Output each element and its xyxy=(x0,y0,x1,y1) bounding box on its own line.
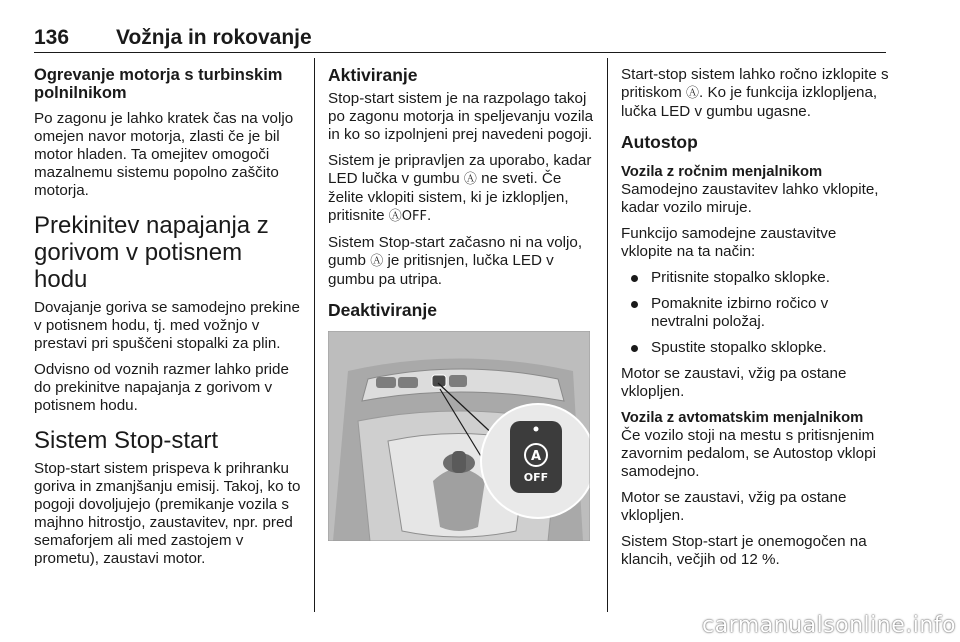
paragraph-fuel-2: Odvisno od voznih razmer lahko pride do prekinitve napajanja z gorivom v potisnem hodu. xyxy=(34,361,289,414)
subheading-automatic-transmission: Vozila z avtomatskim menjalnikom xyxy=(621,410,864,426)
heading-fuel-cutoff: Prekinitev napajanja z gorivom v potisnem hodu xyxy=(34,212,269,293)
list-item: Pritisnite stopalko sklopke. xyxy=(621,269,889,287)
column-divider xyxy=(314,58,315,612)
stop-start-icon: Ⓐ xyxy=(685,86,699,101)
paragraph-manual-off: Start-stop sistem lahko ročno izklopite s pritiskom Ⓐ. Ko je funkcija izklopljena, lučka LED v gumbu ugasne. xyxy=(621,66,889,120)
paragraph-turbo: Po zagonu je lahko kratek čas na voljo omejen navor motorja, zlasti če je bil motor hladen. Ta omejitev omogoči mazalnemu sistemu popolno zaščito motorja. xyxy=(34,110,294,199)
watermark: carmanualsonline.info xyxy=(702,613,956,638)
column-divider xyxy=(607,58,608,612)
stop-start-off-icon: ⒶOFF xyxy=(388,209,427,224)
button-off-label: OFF xyxy=(523,471,549,484)
column-right xyxy=(621,66,889,577)
list-item: Pomaknite izbirno ročico v nevtralni položaj. xyxy=(621,295,889,331)
heading-deactivation: Deaktiviranje xyxy=(328,300,437,320)
column-middle xyxy=(328,66,596,541)
subheading-manual-transmission: Vozila z ročnim menjalnikom xyxy=(621,164,823,180)
heading-turbo: Ogrevanje motorja s turbinskim polnilnikom xyxy=(34,66,283,102)
heading-activation: Aktiviranje xyxy=(328,65,418,85)
heading-autostop: Autostop xyxy=(621,132,698,152)
bullet-icon xyxy=(631,275,638,282)
stop-start-icon: Ⓐ xyxy=(463,172,477,187)
bullet-icon xyxy=(631,301,638,308)
column-left xyxy=(34,66,302,576)
paragraph-manual-2: Funkcijo samodejne zaustavitve vklopite na ta način: xyxy=(621,225,837,260)
paragraph-activation-1: Stop-start sistem je na razpolago takoj po zagonu motorja in speljevanju vozila in ko so izpolnjeni prej navedeni pogoji. xyxy=(328,90,594,143)
paragraph-fuel-1: Dovajanje goriva se samodejno prekine v potisnem hodu, tj. med vožnjo v prestavi pri spuščeni stopalki za plin. xyxy=(34,299,300,352)
paragraph-activation-3: Sistem Stop-start začasno ni na voljo, gumb Ⓐ je pritisnjen, lučka LED v gumbu pa utripa. xyxy=(328,234,583,288)
page-title: Vožnja in rokovanje xyxy=(116,26,312,49)
center-console-illustration xyxy=(328,331,590,541)
paragraph-manual-1: Samodejno zaustavitev lahko vklopite, kadar vozilo miruje. xyxy=(621,181,879,216)
list-item: Spustite stopalko sklopke. xyxy=(621,339,889,357)
header-rule xyxy=(34,52,886,53)
center-console-figure xyxy=(328,331,590,541)
paragraph-auto-1: Če vozilo stoji na mestu s pritisnjenim zavornim pedalom, se Autostop vklopi samodejno. xyxy=(621,427,876,480)
autostop-steps-list xyxy=(621,269,889,357)
heading-stop-start: Sistem Stop-start xyxy=(34,427,219,454)
paragraph-manual-3: Motor se zaustavi, vžig pa ostane vklopljen. xyxy=(621,365,847,400)
stop-start-icon: Ⓐ xyxy=(370,254,384,269)
page-number: 136 xyxy=(34,26,70,49)
paragraph-auto-2: Motor se zaustavi, vžig pa ostane vklopljen. xyxy=(621,489,847,524)
paragraph-activation-2: Sistem je pripravljen za uporabo, kadar LED lučka v gumbu Ⓐ ne sveti. Če želite vklopiti sistem, ki je izklopljen, pritisnite ⒶOFF. xyxy=(328,152,592,224)
svg-text:A: A xyxy=(530,449,542,464)
page-header xyxy=(34,26,886,52)
paragraph-stop-start: Stop-start sistem prispeva k prihranku goriva in zmanjšanju emisij. Takoj, ko to pogoji dovoljujejo (premikanje vozila s majhno hitrostjo, zaustavitev, npr. pred semaforjem ali med zastojem v prometu), zaustavi motor. xyxy=(34,460,301,567)
bullet-icon xyxy=(631,345,638,352)
paragraph-auto-3: Sistem Stop-start je onemogočen na klancih, večjih od 12 %. xyxy=(621,533,867,568)
